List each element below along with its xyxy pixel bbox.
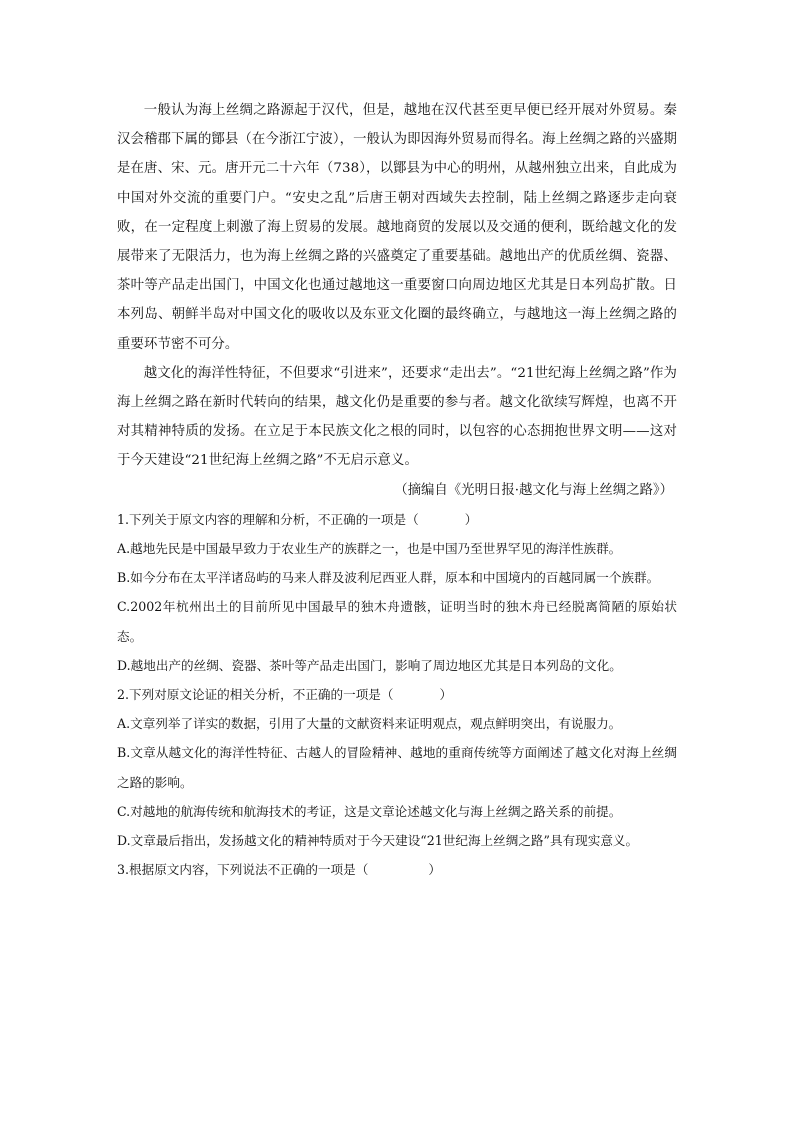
question-1 xyxy=(117,505,677,680)
question-stem-end: ） xyxy=(439,687,453,703)
question-stem xyxy=(117,680,677,709)
document-content xyxy=(117,96,677,884)
question-option: D.越地出产的丝绸、瓷器、茶叶等产品走出国门，影响了周边地区尤其是日本列岛的文化。 xyxy=(117,657,622,673)
question-stem xyxy=(117,505,677,534)
passage-source: （摘编自《光明日报·越文化与海上丝绸之路》） xyxy=(394,482,673,498)
question-2 xyxy=(117,680,677,855)
question-option: D.文章最后指出，发扬越文化的精神特质对于今天建设“21世纪海上丝绸之路”具有现实意义。 xyxy=(117,833,639,849)
question-option: A.越地先民是中国最早致力于农业生产的族群之一，也是中国乃至世界罕见的海洋性族群。 xyxy=(117,541,622,557)
question-stem-text: 3.根据原文内容，下列说法不正确的一项是（ xyxy=(117,862,369,878)
question-option: B.文章从越文化的海洋性特征、古越人的冒险精神、越地的重商传统等方面阐述了越文化对海上丝绸之路的影响。 xyxy=(117,745,677,790)
question-stem-text: 1.下列关于原文内容的理解和分析，不正确的一项是（ xyxy=(117,511,419,527)
passage-paragraph-2: 越文化的海洋性特征，不但要求“引进来”，还要求“走出去”。“21世纪海上丝绸之路”作为海上丝绸之路在新时代转向的结果，越文化仍是重要的参与者。越文化欲续写辉煌，也离不开对其精神特质的发扬。在立足于本民族文化之根的同时，以包容的心态拥抱世界文明——这对于今天建设“21世纪海上丝绸之路”不无启示意义。 xyxy=(117,365,677,469)
passage-paragraph-1: 一般认为海上丝绸之路源起于汉代，但是，越地在汉代甚至更早便已经开展对外贸易。秦汉会稽郡下属的鄮县（在今浙江宁波），一般认为即因海外贸易而得名。海上丝绸之路的兴盛期是在唐、宋、元。唐开元二十六年（738），以鄮县为中心的明州，从越州独立出来，自此成为中国对外交流的重要门户。“安史之乱”后唐王朝对西域失去控制，陆上丝绸之路逐步走向衰败，在一定程度上刺激了海上贸易的发展。越地商贸的发展以及交通的便利，既给越文化的发展带来了无限活力，也为海上丝绸之路的兴盛奠定了重要基础。越地出产的优质丝绸、瓷器、茶叶等产品走出国门，中国文化也通过越地这一重要窗口向周边地区尤其是日本列岛扩散。日本列岛、朝鲜半岛对中国文化的吸收以及东亚文化圈的最终确立，与越地这一海上丝绸之路的重要环节密不可分。 xyxy=(117,103,677,352)
question-option: B.如今分布在太平洋诸岛屿的马来人群及波利尼西亚人群，原本和中国境内的百越同属一个族群。 xyxy=(117,570,660,586)
question-option: C.对越地的航海传统和航海技术的考证，这是文章论述越文化与海上丝绸之路关系的前提。 xyxy=(117,803,622,819)
question-3 xyxy=(117,855,677,884)
question-stem-end: ） xyxy=(464,511,478,527)
question-stem-text: 2.下列对原文论证的相关分析，不正确的一项是（ xyxy=(117,687,394,703)
question-option: C.2002年杭州出土的目前所见中国最早的独木舟遗骸，证明当时的独木舟已经脱离简陋的原始状态。 xyxy=(117,599,677,644)
question-stem-end: ） xyxy=(428,862,441,878)
question-option: A.文章列举了详实的数据，引用了大量的文献资料来证明观点，观点鲜明突出，有说服力。 xyxy=(117,716,622,732)
question-stem xyxy=(117,855,677,884)
